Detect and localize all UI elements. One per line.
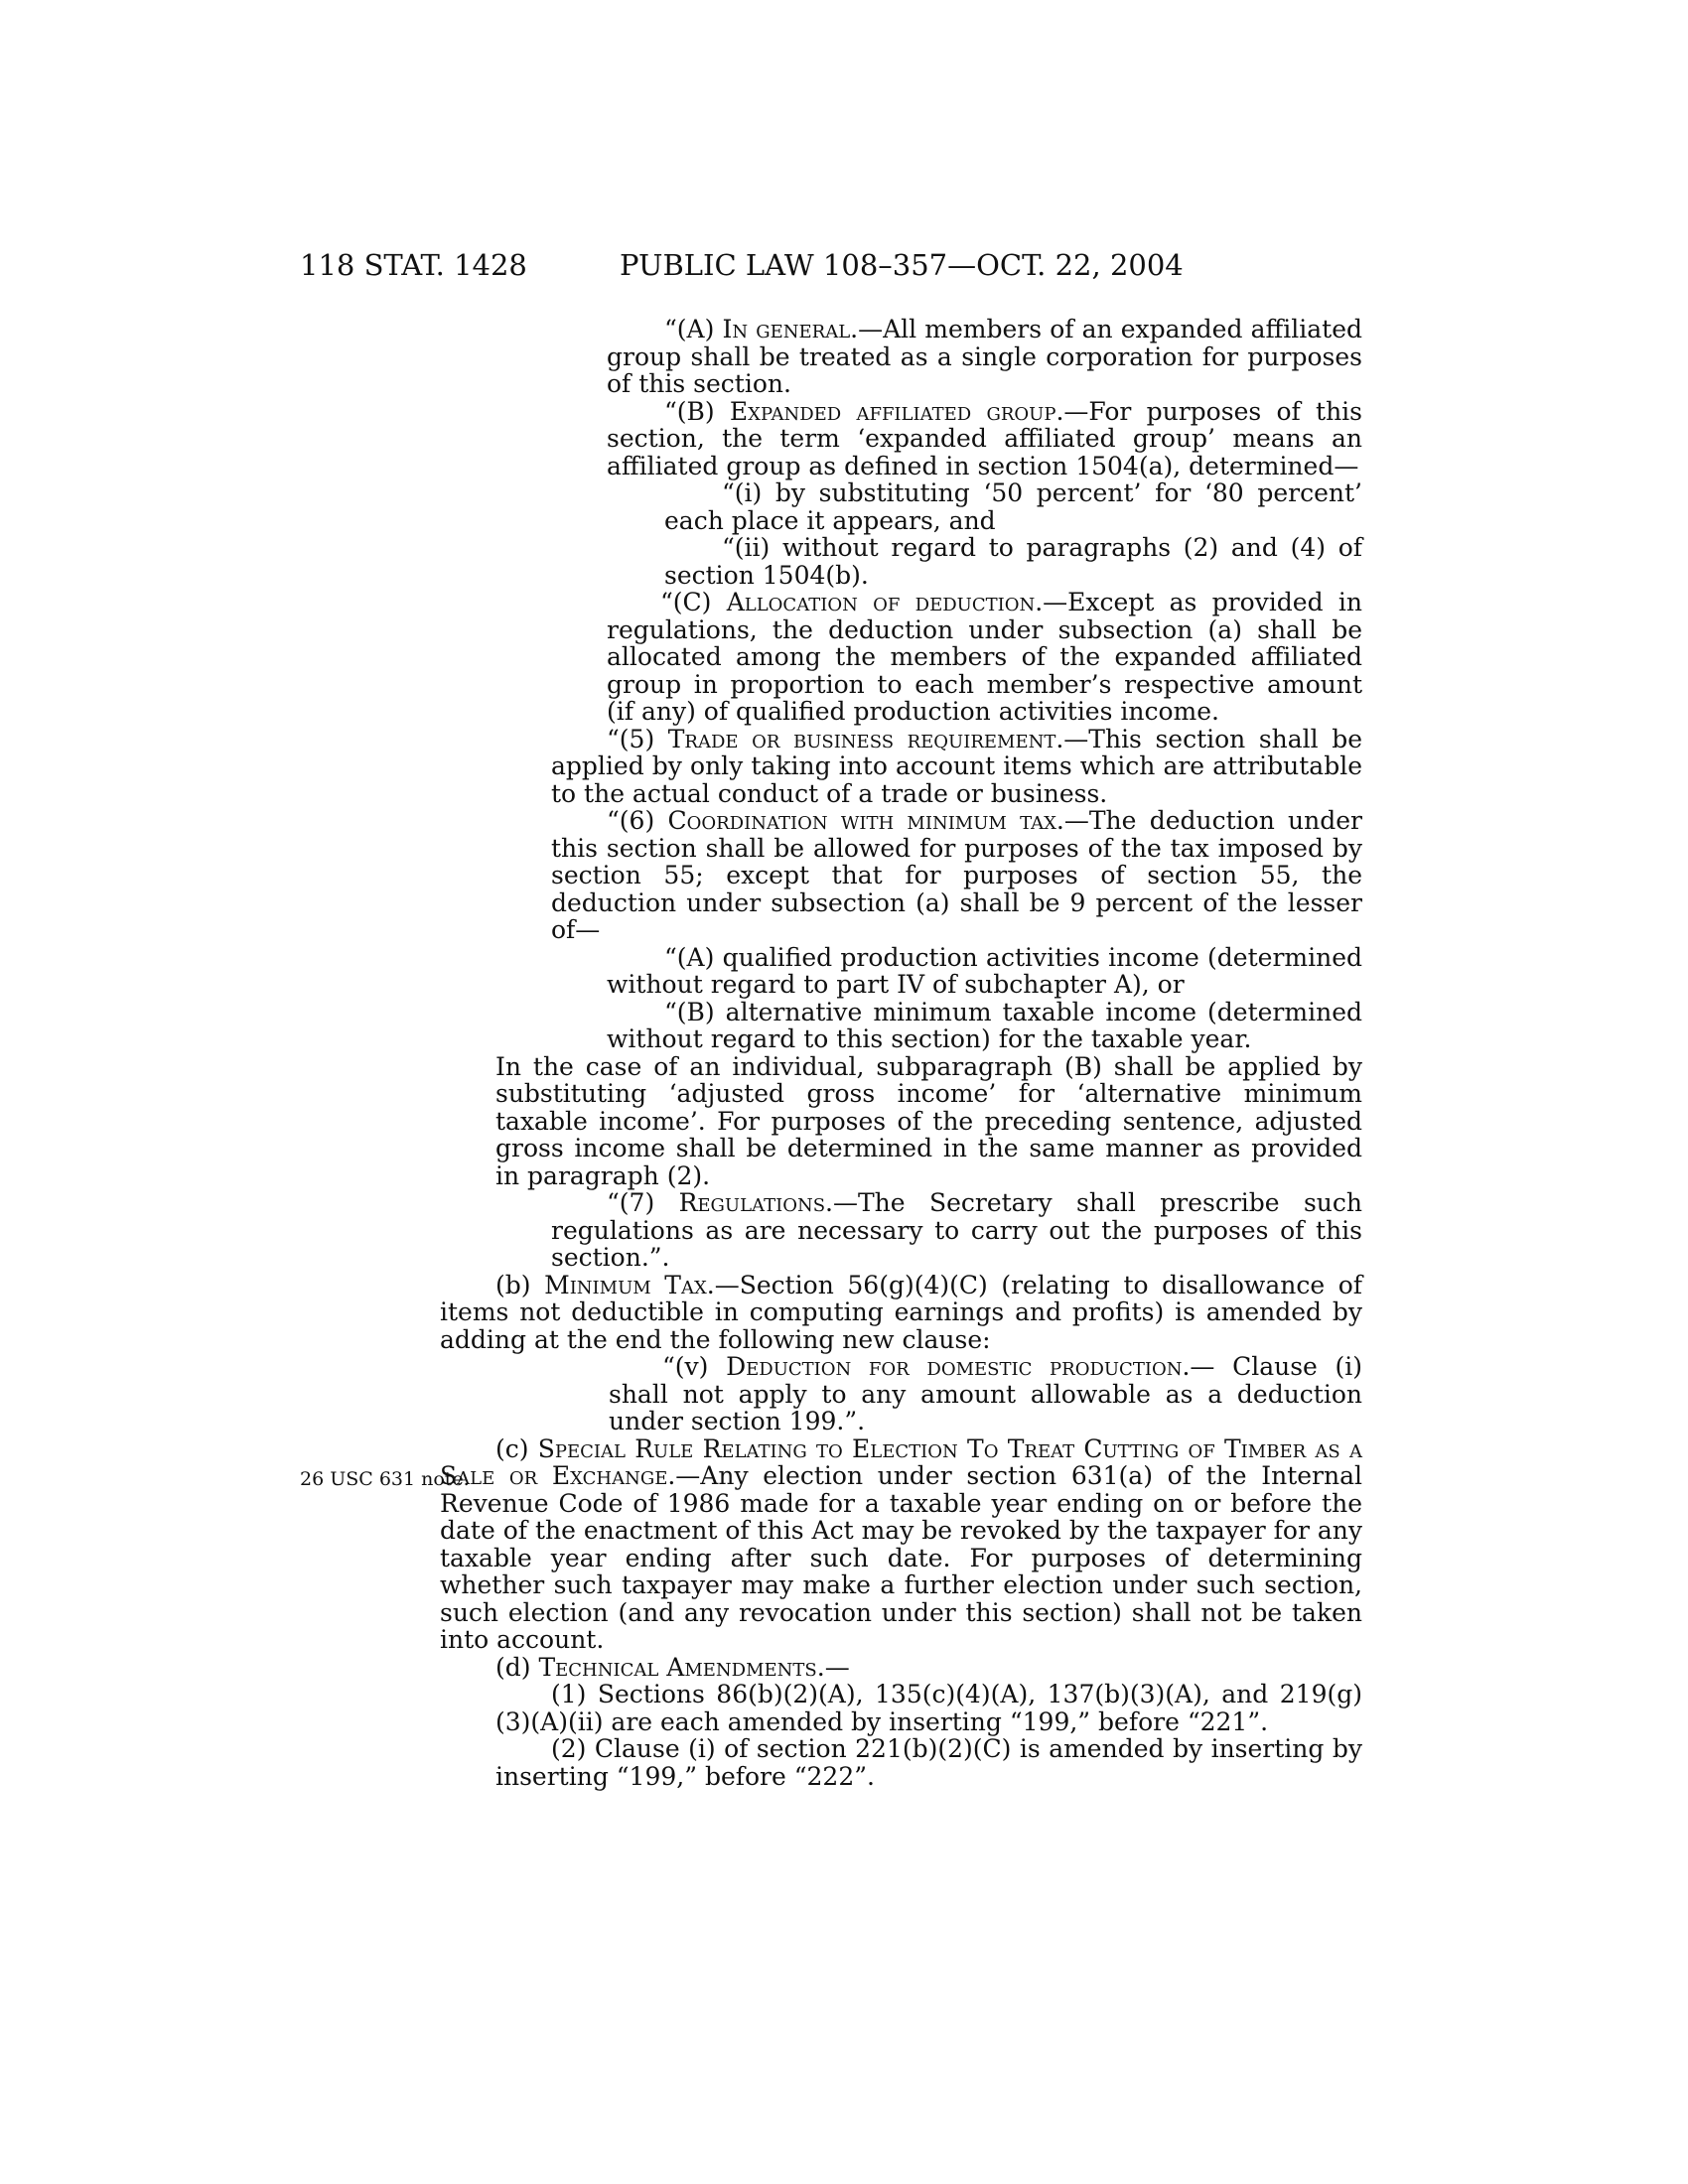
amendment-2: (2) Clause (i) of section 221(b)(2)(C) is amended by inserting by inserting “199,” before “222”. — [495, 1734, 1362, 1791]
subpara-a-qualified-production: “(A) qualified production activities income (determined without regard to part IV of subchapter A), or — [607, 942, 1362, 999]
para-a-in-general: “(A) In general.—All members of an expanded affiliated group shall be treated as a single corporation for purposes of this section. — [607, 315, 1362, 398]
para-6-minimum-tax: “(6) Coordination with minimum tax.—The deduction under this section shall be allowed for purposes of the tax imposed by section 55; except that for purposes of section 55, the deduction under subsection (a) shall be 9 percent of the lesser of— — [551, 806, 1362, 944]
clause-i: “(i) by substituting ‘50 percent’ for ‘80 percent’ each place it appears, and — [664, 478, 1362, 535]
flush-individual: In the case of an individual, subparagraph (B) shall be applied by substituting ‘adjusted gross income’ for ‘alternative minimum taxable income’. For purposes of the preceding sentence, adjusted gross income shall be determined in the same manner as provided in paragraph (2). — [495, 1051, 1362, 1190]
para-b-expanded-affiliated-group: “(B) Expanded affiliated group.—For purposes of this section, the term ‘expanded affiliated group’ means an affiliated group as defined in section 1504(a), determined— — [607, 396, 1362, 480]
subpara-b-alternative-minimum: “(B) alternative minimum taxable income (determined without regard to this section) for the taxable year. — [607, 997, 1362, 1053]
clause-ii: “(ii) without regard to paragraphs (2) and (4) of section 1504(b). — [664, 533, 1362, 590]
subsec-c-timber: (c) Special Rule Relating to Election To Treat Cutting of Timber as a Sale or Exchange.—Any election under section 631(a) of the Internal Revenue Code of 1986 made for a taxable year ending on or before the date of the enactment of this Act may be revoked by the taxpayer for any taxable year ending after such date. For purposes of determining whether such taxpayer may make a further election under such section, such election (and any revocation under this section) shall not be taken into account. — [440, 1433, 1362, 1654]
para-c-allocation: “(C) Allocation of deduction.—Except as provided in regulations, the deduction under subsection (a) shall be allocated among the members of the expanded affiliated group in proportion to each member’s respective amount (if any) of qualified production activities income. — [607, 588, 1362, 726]
body-text — [440, 315, 1363, 1791]
subsec-b-minimum-tax: (b) Minimum Tax.—Section 56(g)(4)(C) (relating to disallowance of items not deductible in computing earnings and profits) is amended by adding at the end the following new clause: — [440, 1270, 1362, 1354]
para-5-trade-or-business: “(5) Trade or business requirement.—This section shall be applied by only taking into account items which are attributable to the actual conduct of a trade or business. — [551, 724, 1362, 808]
subsec-d-technical: (d) Technical Amendments.— — [495, 1652, 850, 1682]
para-7-regulations: “(7) Regulations.—The Secretary shall prescribe such regulations as are necessary to carry out the purposes of this section.”. — [551, 1188, 1363, 1272]
stat-citation: 118 STAT. 1428 — [300, 248, 527, 282]
amendment-1: (1) Sections 86(b)(2)(A), 135(c)(4)(A), 137(b)(3)(A), and 219(g)(3)(A)(ii) are each amended by inserting “199,” before “221”. — [495, 1680, 1362, 1736]
running-head: PUBLIC LAW 108–357—OCT. 22, 2004 — [620, 248, 1184, 282]
clause-v-domestic-production: “(v) Deduction for domestic production.— Clause (i) shall not apply to any amount allowable as a deduction under section 199.”. — [609, 1352, 1362, 1435]
margin-note: 26 USC 631 note. — [300, 1468, 470, 1490]
